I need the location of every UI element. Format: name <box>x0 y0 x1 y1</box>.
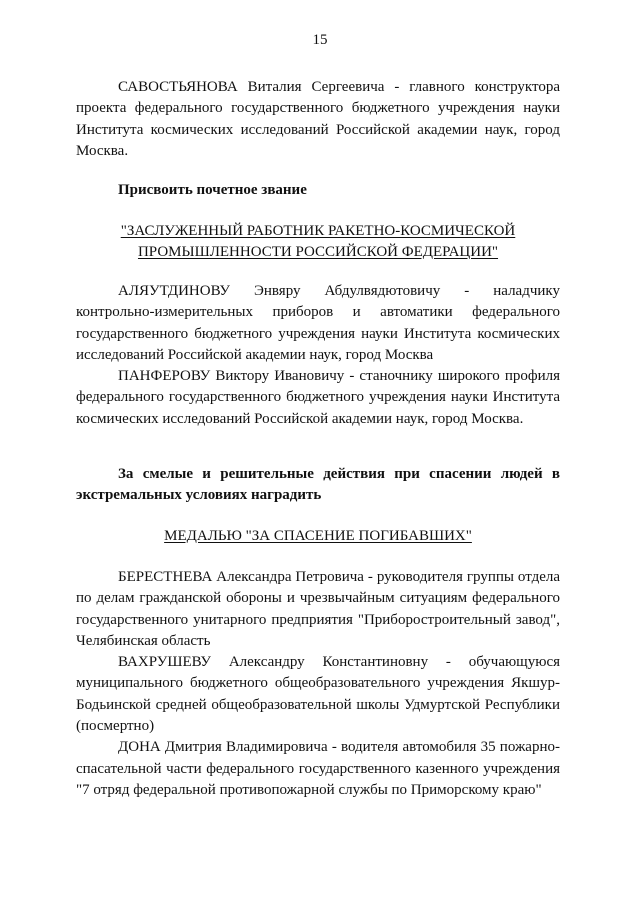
award-entry-don: ДОНА Дмитрия Владимировича - водителя автомобиля 35 пожарно-спасательной части федерального государственного казенного учреждения "7 отряд федеральной противопожарной службы по Приморскому краю" <box>76 739 560 798</box>
section1-entries <box>76 281 560 430</box>
section2-award-title-line: МЕДАЛЬЮ "ЗА СПАСЕНИЕ ПОГИБАВШИХ" <box>164 528 472 544</box>
section1-award-title-line2: ПРОМЫШЛЕННОСТИ РОССИЙСКОЙ ФЕДЕРАЦИИ" <box>137 244 499 261</box>
section1-heading: Присвоить почетное звание <box>118 182 307 198</box>
section2-heading: За смелые и решительные действия при спасении людей в экстремальных условиях наградить <box>76 466 560 504</box>
intro-block <box>76 77 560 162</box>
award-entry-alyautdinov: АЛЯУТДИНОВУ Энвяру Абдулвядютовичу - наладчику контрольно-измерительных приборов и автоматики федерального государственного бюджетного учреждения науки Института космических исследований Российской академии наук, город Москва <box>76 283 560 363</box>
award-entry-berestnev: БЕРЕСТНЕВА Александра Петровича - руководителя группы отдела по делам гражданской обороны и чрезвычайным ситуациям федерального государственного унитарного предприятия "Приборостроительный завод", Челябинская область <box>76 569 560 649</box>
section1-award-title-line1: "ЗАСЛУЖЕННЫЙ РАБОТНИК РАКЕТНО-КОСМИЧЕСКОЙ <box>120 223 516 239</box>
page-number: 15 <box>312 32 328 48</box>
award-entry-vakhrusheva: ВАХРУШЕВУ Александру Константиновну - обучающуюся муниципального бюджетного общеобразовательного учреждения Якшур-Бодьинской средней общеобразовательной школы Удмуртской Республики (посмертно) <box>76 654 560 735</box>
section1-heading-block <box>76 180 560 201</box>
award-entry-savostyanov: САВОСТЬЯНОВА Виталия Сергеевича - главного конструктора проекта федерального государственного бюджетного учреждения науки Института космических исследований Российской академии наук, город Москва. <box>76 79 560 159</box>
section2-heading-block <box>76 464 560 507</box>
section2-award-title <box>76 526 560 547</box>
section1-award-title <box>76 221 560 264</box>
section2-entries <box>76 567 560 801</box>
award-entry-panferov: ПАНФЕРОВУ Виктору Ивановичу - станочнику широкого профиля федерального государственного бюджетного учреждения науки Института космических исследований Российской академии наук, город Москва. <box>76 368 560 427</box>
